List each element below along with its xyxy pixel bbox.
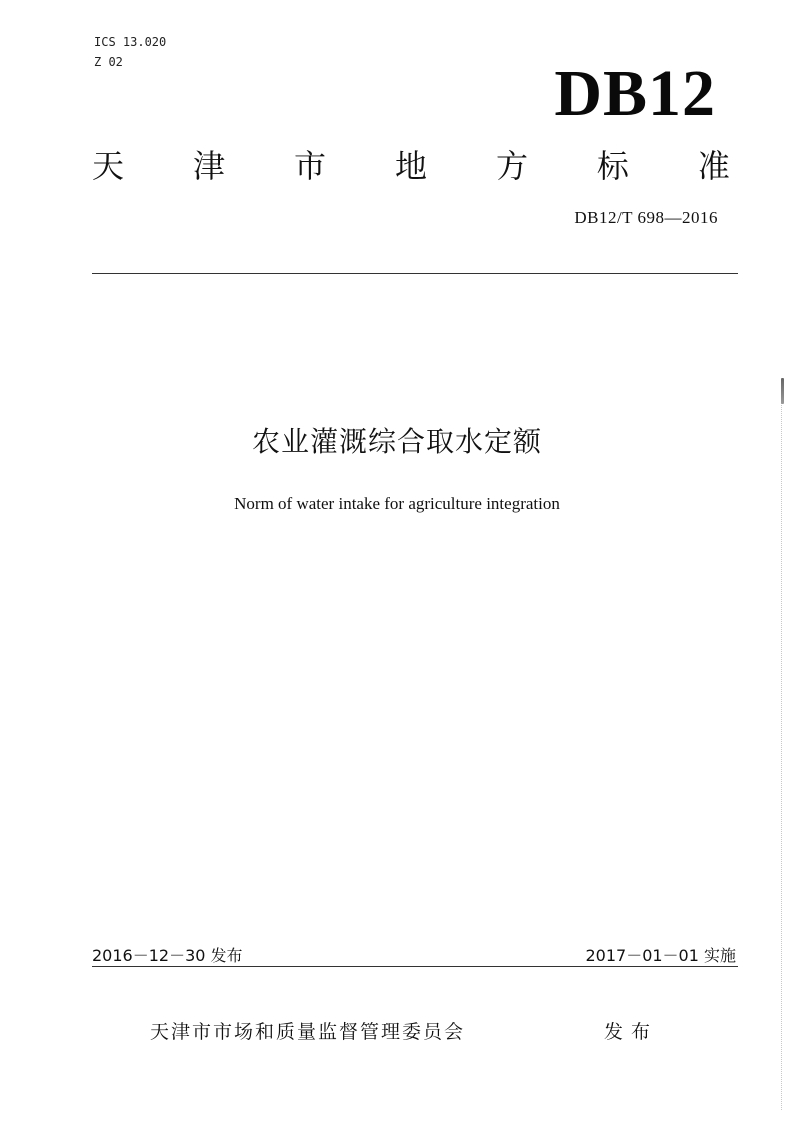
classification-block bbox=[94, 32, 166, 72]
standard-name-char: 准 bbox=[697, 147, 730, 185]
standard-type-name bbox=[92, 146, 730, 186]
standard-name-char: 市 bbox=[293, 147, 326, 185]
scan-edge-line bbox=[781, 380, 782, 1110]
standard-name-char: 津 bbox=[192, 147, 225, 185]
standard-name-char: 标 bbox=[596, 147, 629, 185]
ics-code: ICS 13.020 bbox=[94, 35, 167, 49]
document-title-en: Norm of water intake for agriculture integration bbox=[234, 494, 560, 513]
standard-number: DB12/T 698—2016 bbox=[574, 208, 718, 227]
ccs-code: Z 02 bbox=[94, 55, 123, 69]
scan-mark bbox=[781, 378, 784, 404]
header-divider bbox=[92, 273, 738, 274]
publish-label: 发布 bbox=[604, 1021, 659, 1043]
standard-name-char: 地 bbox=[394, 147, 427, 185]
document-title-cn: 农业灌溉综合取水定额 bbox=[251, 425, 542, 458]
publisher-name: 天津市市场和质量监督管理委员会 bbox=[150, 1021, 466, 1043]
standard-name-char: 天 bbox=[92, 147, 125, 185]
issue-date: 2016－12－30 发布 bbox=[92, 946, 243, 965]
footer-divider bbox=[92, 966, 738, 967]
implementation-date: 2017－01－01 实施 bbox=[585, 946, 736, 965]
standard-name-char: 方 bbox=[495, 147, 528, 185]
db-logo: DB12 bbox=[554, 57, 716, 130]
